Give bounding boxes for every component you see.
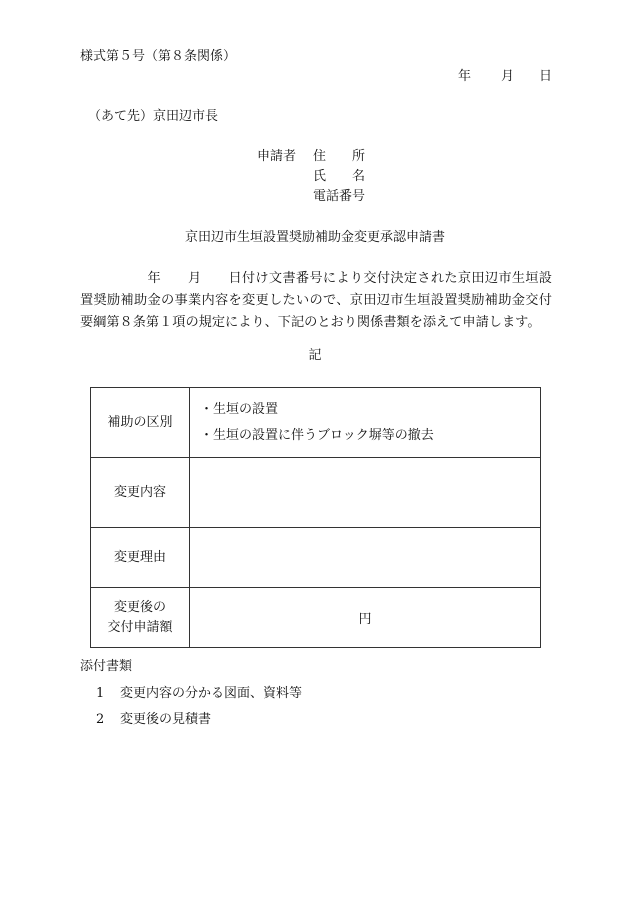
subsidy-type-item: ・生垣の設置に伴うブロック塀等の撤去 — [200, 427, 434, 443]
form-number: 様式第５号（第８条関係） — [80, 49, 237, 64]
date-month: 月 — [501, 69, 515, 84]
row-label: 変更内容 — [91, 458, 190, 528]
ki-label: 記 — [308, 348, 322, 363]
row-label — [91, 588, 190, 648]
change-content-field[interactable] — [190, 458, 541, 528]
date-year: 年 — [458, 69, 472, 84]
attachments-heading: 添付書類 — [80, 659, 133, 674]
applicant-label: 申請者 — [257, 149, 297, 164]
name-label: 氏 名 — [313, 169, 366, 184]
addressee: （あて先）京田辺市長 — [88, 109, 219, 124]
table-row — [91, 588, 541, 648]
attachment-item: 変更内容の分かる図面、資料等 — [120, 686, 303, 701]
row-label-line: 交付申請額 — [107, 619, 173, 635]
attachment-num: 1 — [96, 686, 105, 701]
application-table — [90, 387, 541, 648]
row-label: 変更理由 — [91, 528, 190, 588]
table-row — [91, 458, 541, 528]
phone-label: 電話番号 — [313, 189, 366, 204]
address-label: 住 所 — [313, 149, 366, 164]
subsidy-type-cell — [190, 388, 541, 458]
attachment-num: 2 — [96, 712, 105, 727]
attachment-item: 変更後の見積書 — [120, 712, 212, 727]
amount-field[interactable]: 円 — [190, 588, 541, 648]
table-row — [91, 528, 541, 588]
row-label: 補助の区別 — [91, 388, 190, 458]
body-text: 年 月 日付け文書番号により交付決定された京田辺市生垣設置奨励補助金の事業内容を変更したいので、京田辺市生垣設置奨励補助金交付要綱第８条第１項の規定により、下記のとおり関係書類を添えて申請します。 — [80, 271, 552, 330]
subsidy-type-item: ・生垣の設置 — [200, 401, 279, 417]
table-row — [91, 388, 541, 458]
date-day: 日 — [539, 69, 553, 84]
row-label-line: 変更後の — [113, 599, 166, 615]
change-reason-field[interactable] — [190, 528, 541, 588]
document-title: 京田辺市生垣設置奨励補助金変更承認申請書 — [184, 230, 445, 245]
